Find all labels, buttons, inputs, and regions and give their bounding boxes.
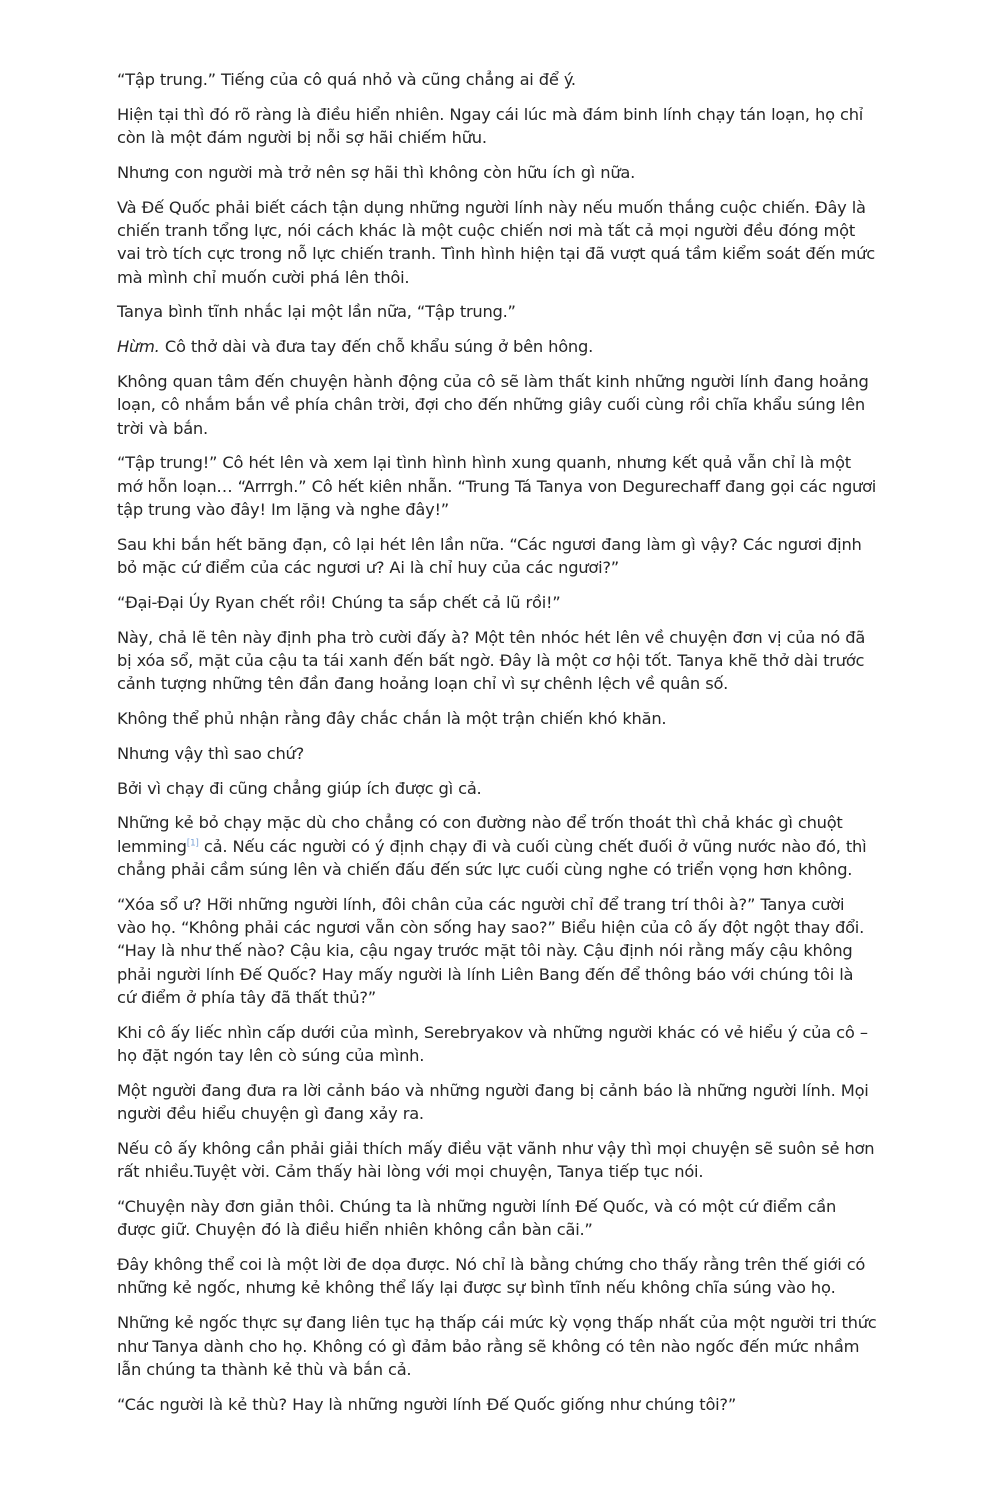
paragraph: Những kẻ ngốc thực sự đang liên tục hạ thấp cái mức kỳ vọng thấp nhất của một người tri thức như Tanya dành cho họ. Không có gì đảm bảo rằng sẽ không có tên nào ngốc đến mức nhầm lẫn chúng ta thành kẻ thù và bắn cả. bbox=[117, 1313, 877, 1379]
footnote-link[interactable]: [1] bbox=[186, 838, 199, 849]
paragraph: “Chuyện này đơn giản thôi. Chúng ta là những người lính Đế Quốc, và có một cứ điểm cần được giữ. Chuyện đó là điều hiển nhiên không cần bàn cãi.” bbox=[117, 1197, 837, 1240]
paragraph: Nhưng con người mà trở nên sợ hãi thì không còn hữu ích gì nữa. bbox=[117, 162, 636, 182]
paragraph: “Xóa sổ ư? Hỡi những người lính, đôi chân của các người chỉ để trang trí thôi à?” Tanya cười vào họ. “Không phải các ngươi vẫn còn sống hay sao?” Biểu hiện của cô ấy đột ngột thay đổi. “Hay là như thế nào? Cậu kia, cậu ngay trước mặt tôi này. Cậu định nói rằng mấy cậu không phải người lính Đế Quốc? Hay mấy người là lính Liên Bang đến để thông báo với chúng tôi là cứ điểm ở phía tây đã thất thủ?” bbox=[117, 894, 864, 1007]
paragraph: “Đại-Đại Úy Ryan chết rồi! Chúng ta sắp chết cả lũ rồi!” bbox=[117, 592, 561, 612]
paragraph: Nếu cô ấy không cần phải giải thích mấy điều vặt vãnh như vậy thì mọi chuyện sẽ suôn sẻ hơn rất nhiều.Tuyệt vời. Cảm thấy hài lòng với mọi chuyện, Tanya tiếp tục nói. bbox=[117, 1138, 875, 1182]
paragraph: “Tập trung!” Cô hét lên và xem lại tình hình hình xung quanh, nhưng kết quả vẫn chỉ là một mớ hỗn loạn… “Arrrgh.” Cô hết kiên nhẫn. “Trung Tá Tanya von Degurechaff đang gọi các ngươi tập trung vào đây! Im lặng và nghe đây!” bbox=[117, 453, 877, 519]
paragraph: Đây không thể coi là một lời đe dọa được. Nó chỉ là bằng chứng cho thấy rằng trên thế giới có những kẻ ngốc, nhưng kẻ không thể lấy lại được sự bình tĩnh nếu không chĩa súng vào họ. bbox=[117, 1255, 866, 1298]
paragraph: Tanya bình tĩnh nhắc lại một lần nữa, “Tập trung.” bbox=[117, 302, 516, 322]
paragraph-text: cả. Nếu các người có ý định chạy đi và cuối cùng chết đuối ở vũng nước nào đó, thì chẳng phải cầm súng lên và chiến đấu đến sức lực cuối cùng nghe có triển vọng hơn không. bbox=[117, 836, 867, 880]
paragraph-text: Cô thở dài và đưa tay đến chỗ khẩu súng ở bên hông. bbox=[159, 337, 593, 357]
paragraph: Một người đang đưa ra lời cảnh báo và những người đang bị cảnh báo là những người lính. Mọi người đều hiểu chuyện gì đang xảy ra. bbox=[117, 1080, 869, 1124]
paragraph: Không thể phủ nhận rằng đây chắc chắn là một trận chiến khó khăn. bbox=[117, 709, 667, 729]
document-page bbox=[117, 68, 877, 1427]
paragraph: Bởi vì chạy đi cũng chẳng giúp ích được gì cả. bbox=[117, 778, 482, 798]
paragraph-text: Những kẻ bỏ chạy mặc dù cho chẳng có con đường nào để trốn thoát thì chả khác gì chuột lemming bbox=[117, 813, 843, 856]
paragraph: Không quan tâm đến chuyện hành động của cô sẽ làm thất kinh những người lính đang hoảng loạn, cô nhắm bắn về phía chân trời, đợi cho đến những giây cuối cùng rồi chĩa khẩu súng lên trời và bắn. bbox=[117, 371, 869, 438]
paragraph-lemming bbox=[117, 811, 877, 881]
paragraph: Hiện tại thì đó rõ ràng là điều hiển nhiên. Ngay cái lúc mà đám binh lính chạy tán loạn, họ chỉ còn là một đám người bị nỗi sợ hãi chiếm hữu. bbox=[117, 104, 864, 148]
italic-interjection: Hừm. bbox=[117, 337, 160, 357]
paragraph: “Tập trung.” Tiếng của cô quá nhỏ và cũng chẳng ai để ý. bbox=[117, 70, 576, 89]
paragraph: Này, chả lẽ tên này định pha trò cười đấy à? Một tên nhóc hét lên về chuyện đơn vị của nó đã bị xóa sổ, mặt của cậu ta tái xanh đến bất ngờ. Đây là một cơ hội tốt. Tanya khẽ thở dài trước cảnh tượng những tên đần đang hoảng loạn chỉ vì sự chênh lệch về quân số. bbox=[117, 627, 866, 694]
paragraph: Và Đế Quốc phải biết cách tận dụng những người lính này nếu muốn thắng cuộc chiến. Đây là chiến tranh tổng lực, nói cách khác là một cuộc chiến nơi mà tất cả mọi người đều đóng một vai trò tích cực trong nỗ lực chiến tranh. Tình hình hiện tại đã vượt quá tầm kiểm soát đến mức mà mình chỉ muốn cười phá lên thôi. bbox=[117, 197, 875, 287]
paragraph: “Các người là kẻ thù? Hay là những người lính Đế Quốc giống như chúng tôi?” bbox=[117, 1394, 737, 1414]
paragraph: Sau khi bắn hết băng đạn, cô lại hét lên lần nữa. “Các ngươi đang làm gì vậy? Các ngươi định bỏ mặc cứ điểm của các ngươi ư? Ai là chỉ huy của các ngươi?” bbox=[117, 534, 862, 578]
paragraph: Nhưng vậy thì sao chứ? bbox=[117, 743, 304, 763]
paragraph: Khi cô ấy liếc nhìn cấp dưới của mình, Serebryakov và những người khác có vẻ hiểu ý của cô – họ đặt ngón tay lên cò súng của mình. bbox=[117, 1022, 868, 1066]
paragraph-sigh bbox=[117, 335, 877, 358]
